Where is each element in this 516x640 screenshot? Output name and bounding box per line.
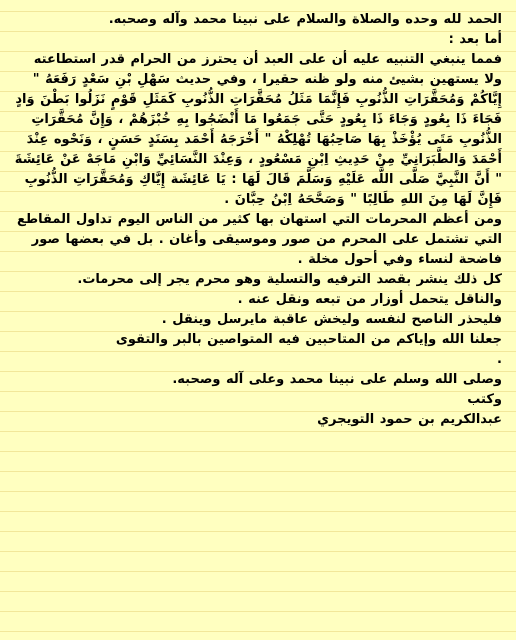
letter-body <box>14 10 502 430</box>
warning-paragraph: ومن أعظم المحرمات التي استهان بها كثير من الناس اليوم تداول المقاطع التي تشتمل على المحرم من صور وموسيقى وأغان . بل في بعضها صور فاضحة لنساء وفي أحول مخلة . <box>17 212 502 267</box>
transmitter-paragraph: والناقل يتحمل أوزار من تبعه ونقل عنه . <box>237 292 502 307</box>
rule-paragraph: كل ذلك ينشر بقصد الترفيه والتسلية وهو محرم يجر إلى محرمات. <box>77 272 502 287</box>
hadith-paragraph: فمما ينبغي التنبيه عليه أن على العبد أن يحترز من الحرام قدر استطاعته ولا يستهين بشيئ منه ولو ظنه حقيرا ، وفي حديث سَهْلِ بْنِ سَعْدٍ رَفَعَهُ " إِيَّاكُمْ وَمُحَقَّرَاتِ الذُّنُوبِ فَإِنَّمَا مَثَلُ مُحَقَّرَاتِ الذُّنُوبِ كَمَثَلِ قَوْمٍ نَزَلُوا بَطْنَ وَادٍ فَجَاءَ ذَا بِعُودٍ وَجَاءَ ذَا بِعُودٍ حَتَّى جَمَعُوا مَا أَنْضَجُوا بِهِ خُبْزَهُمْ ، وَإِنَّ مُحَقَّرَاتِ الذُّنُوبِ مَتَى يُؤْخَذْ بِهَا صَاحِبُهَا تُهْلِكْهُ " أَخْرَجَهُ أَحْمَد بِسَنَدٍ حَسَنٍ ، وَنَحْوه عِنْدَ أَحْمَدَ وَالطَّبَرَانِيِّ مِنْ حَدِيثِ اِبْنِ مَسْعُودٍ ، وَعِنْدَ النَّسَائِيِّ وَابْنِ مَاجَهْ عَنْ عَائِشَةَ " أَنَّ النَّبِيَّ صَلَّى اللَّه عَلَيْهِ وَسَلَّمَ قَالَ لَهَا : يَا عَائِشَة إِيَّاكِ وَمُحَقَّرَاتِ الذُّنُوبِ فَإِنَّ لَهَا مِنَ اللهِ طَالِبًا " وَصَحَّحَهُ اِبْنُ حِبَّانَ . <box>14 52 502 207</box>
closing-salutation: وصلى الله وسلم على نبينا محمد وعلى آله وصحبه. <box>172 372 502 387</box>
dot-line: . <box>497 352 502 367</box>
greeting: أما بعد : <box>448 32 502 47</box>
advice-paragraph: فليحذر الناصح لنفسه وليخش عاقبة مايرسل وينقل . <box>161 312 502 327</box>
opening-praise: الحمد لله وحده والصلاة والسلام على نبينا محمد وآله وصحبه. <box>108 12 502 27</box>
signoff: وكتب <box>467 392 502 407</box>
dua-paragraph: جعلنا الله وإياكم من المتاحبين فيه المتواصين بالبر والتقوى <box>115 332 502 347</box>
author-signature: عبدالكريم بن حمود التويجري <box>317 412 502 427</box>
